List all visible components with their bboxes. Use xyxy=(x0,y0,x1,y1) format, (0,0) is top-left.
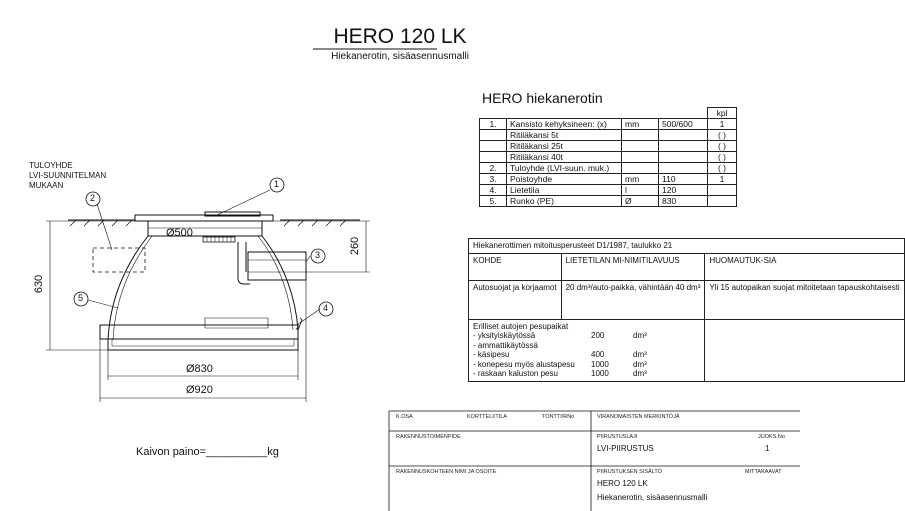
inlet-note-line2: LVI-SUUNNITELMAN xyxy=(29,171,107,180)
criteria-line-value: 1000 xyxy=(591,369,609,378)
parts-cell-value: 110 xyxy=(659,174,708,185)
weight-label: Kaivon paino=__________kg xyxy=(136,446,279,458)
criteria-title: Hiekanerottimen mitoitusperusteet D1/1987, taulukko 21 xyxy=(469,239,905,254)
tb-kortteli: KORTTELI/TILA xyxy=(467,414,507,420)
parts-cell-desc: Runko (PE) xyxy=(507,196,622,207)
parts-cell-unit: mm xyxy=(622,119,659,130)
criteria-line-unit: dm³ xyxy=(633,350,647,359)
parts-cell-desc: Poistoyhde xyxy=(507,174,622,185)
tb-juoks-value: 1 xyxy=(765,444,770,453)
parts-cell-desc: Ritiläkansi 40t xyxy=(507,152,622,163)
tb-tontti: TONTTI/RNo xyxy=(542,414,575,420)
criteria-line-value: 1000 xyxy=(591,359,609,369)
parts-cell-num: 1. xyxy=(480,119,507,130)
parts-cell-unit: l xyxy=(622,185,659,196)
criteria-header-kohde: KOHDE xyxy=(469,253,562,280)
tb-juoks-label: JUOKS.No xyxy=(758,434,785,440)
callout-1: 1 xyxy=(274,179,280,189)
criteria-line-label: - yksityiskäytössä xyxy=(473,331,536,340)
parts-cell-desc: Ritiläkansi 5t xyxy=(507,130,622,141)
parts-cell-num: 2. xyxy=(480,163,507,174)
dim-d500: Ø500 xyxy=(166,227,193,239)
callout-5: 5 xyxy=(78,293,84,303)
tb-sisalto-label: PIIRUSTUKSEN SISÄLTÖ xyxy=(597,469,662,475)
criteria-line-unit: dm³ xyxy=(633,359,647,369)
callout-3: 3 xyxy=(315,250,321,260)
parts-cell-num: 3. xyxy=(480,174,507,185)
parts-cell-qty: 1 xyxy=(708,174,737,185)
parts-cell-desc: Kansisto kehyksineen: (x) xyxy=(507,119,622,130)
dim-h630: 630 xyxy=(33,274,46,294)
parts-cell-unit: Ø xyxy=(622,196,659,207)
parts-cell-qty: ( ) xyxy=(708,152,737,163)
parts-cell-value: 500/600 xyxy=(659,119,708,130)
dim-h260: 260 xyxy=(349,236,362,256)
parts-table-title: HERO hiekanerotin xyxy=(482,90,603,106)
parts-cell-value: 120 xyxy=(659,185,708,196)
callout-4: 4 xyxy=(323,303,329,313)
tb-rakennustoimenpide: RAKENNUSTOIMENPIDE xyxy=(396,434,461,440)
tb-sisalto-line1: HERO 120 LK xyxy=(597,479,648,488)
criteria-line-label: - raskaan kaluston pesu xyxy=(473,369,558,378)
tb-piirustuslaji-label: PIIRUSTUSLAJI xyxy=(597,434,638,440)
criteria-row1-note: Yli 15 autopaikan suojat mitoitetaan tapauskohtaisesti xyxy=(705,280,904,319)
dim-d830: Ø830 xyxy=(186,363,213,375)
parts-cell-desc: Tuloyhde (LVI-suun. muk.) xyxy=(507,163,622,174)
tb-mittakaavat: MITTAKAAVAT xyxy=(745,469,782,475)
tb-sisalto-line2: Hiekanerotin, sisäasennusmalli xyxy=(597,493,708,502)
qty-header: kpl xyxy=(708,108,737,119)
drawing-title: HERO 120 LK xyxy=(333,25,467,48)
criteria-line-label: - käsipesu xyxy=(473,350,510,359)
tb-viranomaisten: VIRANOMAISTEN MERKINTÖJÄ xyxy=(597,414,680,420)
parts-cell-num: 5. xyxy=(480,196,507,207)
parts-cell-qty: 1 xyxy=(708,119,737,130)
criteria-line-label: - konepesu myös alustapesu xyxy=(473,359,575,369)
criteria-line-unit: dm³ xyxy=(633,331,647,340)
parts-cell-num: 4. xyxy=(480,185,507,196)
criteria-line-value: 400 xyxy=(591,350,605,359)
criteria-header-notes: HUOMAUTUK-SIA xyxy=(705,253,904,280)
drawing-subtitle: Hiekanerotin, sisäasennusmalli xyxy=(331,51,469,62)
parts-cell-value: 830 xyxy=(659,196,708,207)
parts-cell-qty: ( ) xyxy=(708,163,737,174)
parts-cell-qty: ( ) xyxy=(708,130,737,141)
criteria-line-value: 200 xyxy=(591,331,605,340)
criteria-row1-kohde: Autosuojat ja korjaamot xyxy=(469,280,562,319)
parts-cell-unit: mm xyxy=(622,174,659,185)
criteria-row1-volume: 20 dm³/auto-paikka, vähintään 40 dm³ xyxy=(561,280,705,319)
parts-cell-qty: ( ) xyxy=(708,141,737,152)
criteria-line-unit: dm³ xyxy=(633,369,647,378)
criteria-line-label: - ammattikäytössä xyxy=(473,340,538,350)
tb-k-osa: K.OSA xyxy=(396,414,413,420)
callout-2: 2 xyxy=(90,193,96,203)
inlet-note-line1: TULOYHDE xyxy=(29,161,73,170)
parts-cell-desc: Lietetila xyxy=(507,185,622,196)
parts-cell-desc: Ritiläkansi 25t xyxy=(507,141,622,152)
tb-rakennuskohde: RAKENNUSKOHTEEN NIMI JA OSOITE xyxy=(396,469,497,475)
tb-piirustuslaji-value: LVI-PIIRUSTUS xyxy=(597,444,654,453)
criteria-line-label: Erilliset autojen pesupaikat xyxy=(473,321,569,331)
inlet-note-line3: MUKAAN xyxy=(29,181,64,190)
dim-d920: Ø920 xyxy=(186,384,213,396)
criteria-header-volume: LIETETILAN MI-NIMITILAVUUS xyxy=(561,253,705,280)
